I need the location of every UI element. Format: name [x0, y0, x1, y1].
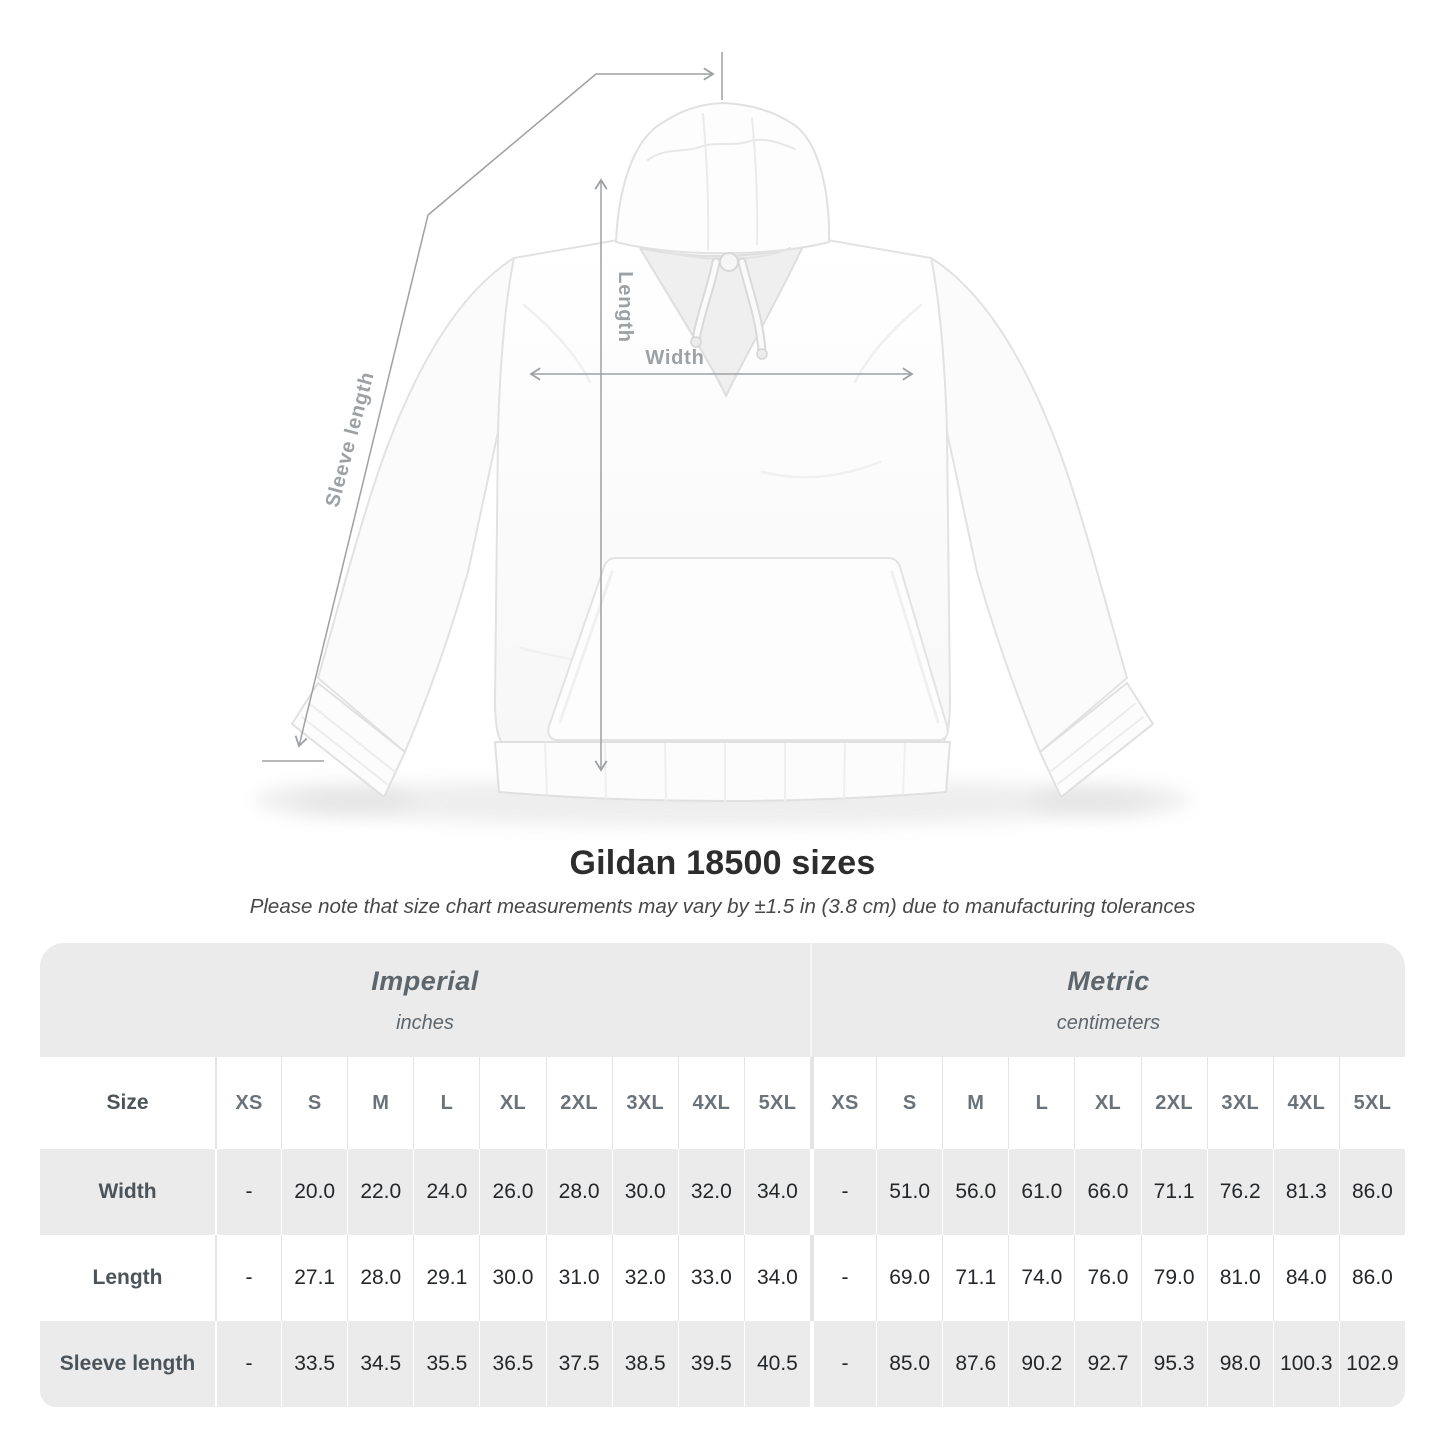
measurement-cell: 84.0: [1273, 1235, 1339, 1321]
column-header-5xl-metric: 5XL: [1339, 1057, 1405, 1149]
drawstring-knot: [720, 253, 738, 271]
column-header-xs-imperial: XS: [215, 1057, 281, 1149]
size-column-header: Size: [40, 1057, 215, 1149]
measurement-cell: 56.0: [942, 1149, 1008, 1235]
metric-group-unit: centimeters: [1056, 1011, 1161, 1034]
page-title: Gildan 18500 sizes: [569, 844, 876, 882]
metric-group-title: Metric: [1067, 965, 1150, 996]
measurement-cell: 74.0: [1008, 1235, 1074, 1321]
measurement-cell: 24.0: [413, 1149, 479, 1235]
measurement-cell: 36.5: [479, 1321, 545, 1407]
table-row-width: [40, 1149, 1405, 1235]
measurement-cell: -: [215, 1235, 281, 1321]
hoodie-illustration: [292, 103, 1153, 801]
column-header-s-metric: S: [876, 1057, 942, 1149]
imperial-group-title: Imperial: [371, 965, 479, 996]
measurement-cell: -: [215, 1321, 281, 1407]
measurement-cell: 98.0: [1207, 1321, 1273, 1407]
measurement-cell: 32.0: [678, 1149, 744, 1235]
column-header-s-imperial: S: [281, 1057, 347, 1149]
measurement-cell: 29.1: [413, 1235, 479, 1321]
measurement-cell: 37.5: [546, 1321, 612, 1407]
imperial-group-header: [40, 943, 810, 1057]
measurement-cell: 71.1: [1141, 1149, 1207, 1235]
tolerance-note: Please note that size chart measurements may vary by ±1.5 in (3.8 cm) due to manufacturing tolerances: [249, 895, 1196, 918]
measurement-cell: 34.0: [744, 1235, 810, 1321]
row-label: Width: [40, 1149, 215, 1235]
column-header-l-imperial: L: [413, 1057, 479, 1149]
column-header-2xl-imperial: 2XL: [546, 1057, 612, 1149]
hood: [616, 103, 829, 259]
column-header-5xl-imperial: 5XL: [744, 1057, 810, 1149]
kangaroo-pocket: [548, 558, 947, 740]
column-header-2xl-metric: 2XL: [1141, 1057, 1207, 1149]
measurement-cell: 90.2: [1008, 1321, 1074, 1407]
size-table: [40, 943, 1405, 1407]
measurement-cell: 92.7: [1074, 1321, 1140, 1407]
column-header-3xl-metric: 3XL: [1207, 1057, 1273, 1149]
metric-group-header: [810, 943, 1405, 1057]
column-header-xl-metric: XL: [1074, 1057, 1140, 1149]
width-measure-label: Width: [645, 347, 705, 369]
measurement-cell: 34.5: [347, 1321, 413, 1407]
measurement-cell: 27.1: [281, 1235, 347, 1321]
measurement-cell: 30.0: [479, 1235, 545, 1321]
measurement-cell: 32.0: [612, 1235, 678, 1321]
measurement-cell: -: [810, 1235, 876, 1321]
measurement-cell: 35.5: [413, 1321, 479, 1407]
measurement-cell: 31.0: [546, 1235, 612, 1321]
size-table-container: [40, 943, 1405, 1407]
column-header-4xl-metric: 4XL: [1273, 1057, 1339, 1149]
imperial-group-unit: inches: [396, 1011, 454, 1034]
hem-band: [495, 742, 950, 801]
measurement-cell: 28.0: [546, 1149, 612, 1235]
measurement-cell: 26.0: [479, 1149, 545, 1235]
measurement-cell: 39.5: [678, 1321, 744, 1407]
column-header-l-metric: L: [1008, 1057, 1074, 1149]
measurement-cell: 81.0: [1207, 1235, 1273, 1321]
measurement-cell: 61.0: [1008, 1149, 1074, 1235]
measurement-cell: 40.5: [744, 1321, 810, 1407]
measurement-cell: 30.0: [612, 1149, 678, 1235]
measurement-cell: 33.0: [678, 1235, 744, 1321]
right-sleeve: [931, 258, 1127, 752]
row-label: Sleeve length: [40, 1321, 215, 1407]
measurement-cell: 102.9: [1339, 1321, 1405, 1407]
measurement-cell: 22.0: [347, 1149, 413, 1235]
measurement-cell: 76.2: [1207, 1149, 1273, 1235]
measurement-cell: 66.0: [1074, 1149, 1140, 1235]
column-header-xl-imperial: XL: [479, 1057, 545, 1149]
measurement-cell: 86.0: [1339, 1235, 1405, 1321]
measurement-cell: -: [810, 1149, 876, 1235]
sleeve-length-measure-label: Sleeve length: [321, 369, 379, 510]
measurement-cell: 20.0: [281, 1149, 347, 1235]
column-header-row: [40, 1057, 1405, 1149]
measurement-cell: 87.6: [942, 1321, 1008, 1407]
measurement-cell: 33.5: [281, 1321, 347, 1407]
table-row-sleeve-length: [40, 1321, 1405, 1407]
measurement-cell: 85.0: [876, 1321, 942, 1407]
measurement-cell: 71.1: [942, 1235, 1008, 1321]
measurement-cell: 81.3: [1273, 1149, 1339, 1235]
measurement-cell: 51.0: [876, 1149, 942, 1235]
measurement-cell: -: [215, 1149, 281, 1235]
column-header-m-imperial: M: [347, 1057, 413, 1149]
measurement-cell: 100.3: [1273, 1321, 1339, 1407]
measurement-cell: 69.0: [876, 1235, 942, 1321]
left-sleeve: [318, 258, 514, 752]
measurement-cell: 79.0: [1141, 1235, 1207, 1321]
measurement-cell: 95.3: [1141, 1321, 1207, 1407]
measurement-cell: 28.0: [347, 1235, 413, 1321]
measurement-cell: 34.0: [744, 1149, 810, 1235]
unit-group-header-row: [40, 943, 1405, 1057]
measurement-cell: 86.0: [1339, 1149, 1405, 1235]
length-measure-label: Length: [614, 271, 636, 343]
table-row-length: [40, 1235, 1405, 1321]
column-header-4xl-imperial: 4XL: [678, 1057, 744, 1149]
measurement-cell: 76.0: [1074, 1235, 1140, 1321]
column-header-xs-metric: XS: [810, 1057, 876, 1149]
measurement-cell: 38.5: [612, 1321, 678, 1407]
measurement-cell: -: [810, 1321, 876, 1407]
row-label: Length: [40, 1235, 215, 1321]
column-header-m-metric: M: [942, 1057, 1008, 1149]
column-header-3xl-imperial: 3XL: [612, 1057, 678, 1149]
